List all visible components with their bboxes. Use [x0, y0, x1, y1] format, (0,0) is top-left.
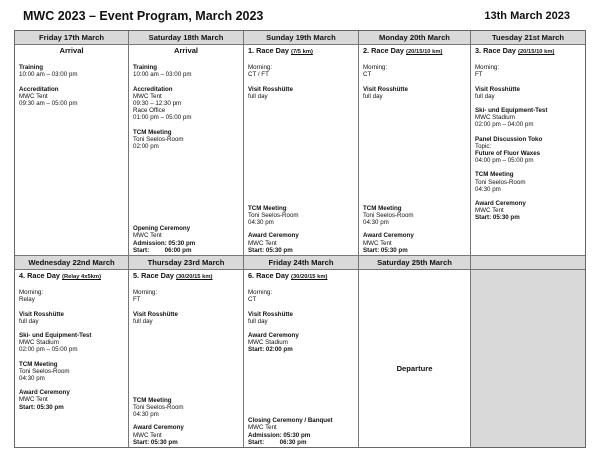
event-training: Training 10:00 am – 03:00 pm: [19, 64, 78, 79]
event-award-ceremony: Award Ceremony MWC Tent Start: 05:30 pm: [133, 424, 184, 446]
day-mon20: [359, 45, 471, 256]
day-sat18: [129, 45, 244, 256]
day-tue21: [471, 45, 585, 256]
event-award-ceremony: Award Ceremony MWC Tent Start: 05:30 pm: [363, 232, 414, 254]
event-morning: Morning: CT: [363, 64, 388, 79]
bottom-events: [133, 225, 239, 254]
header-empty: [471, 256, 585, 270]
empty-cell: [471, 270, 585, 447]
event-award-ceremony: Award Ceremony MWC Tent Start: 05:30 pm: [475, 200, 526, 222]
race-day-title: 6. Race Day (30/20/15 km): [248, 271, 328, 280]
header-fri17: Friday 17th March: [15, 31, 129, 45]
event-visit-rosshuette: Visit Rosshütte full day: [248, 85, 293, 100]
event-morning: Morning: CT: [248, 289, 273, 304]
event-tcm-meeting: TCM Meeting Toni Seelos-Room 04:30 pm: [133, 396, 184, 419]
event-morning: Morning: Relay: [19, 289, 44, 304]
day-thu23: [129, 270, 244, 447]
event-visit-rosshuette: Visit Rosshütte full day: [133, 310, 178, 325]
event-visit-rosshuette: Visit Rosshütte full day: [363, 85, 408, 100]
day-wed22: [15, 270, 129, 447]
event-tcm-meeting: TCM Meeting Toni Seelos-Room 04:30 pm: [363, 204, 414, 227]
arrival-label: Arrival: [173, 46, 199, 55]
header-mon20: Monday 20th March: [359, 31, 471, 45]
event-visit-rosshuette: Visit Rosshütte full day: [248, 310, 293, 325]
race-day-title: 1. Race Day (7/5 km): [248, 46, 313, 55]
arrival-label: Arrival: [59, 46, 84, 55]
event-morning: Morning: FT: [133, 289, 158, 304]
departure-label: Departure: [396, 364, 433, 373]
event-ski-equipment-test: Ski- und Equipment-Test MWC Stadium 02:00 pm – 04:00 pm: [475, 107, 548, 129]
header-sat25: Saturday 25th March: [359, 256, 471, 270]
day-sun19: [244, 45, 359, 256]
event-award-ceremony: Award Ceremony MWC Tent Start: 05:30 pm: [19, 389, 70, 411]
header-sun19: Sunday 19th March: [244, 31, 359, 45]
race-day-title: 5. Race Day (30/20/15 km): [133, 271, 213, 280]
day-sat25: [359, 270, 471, 447]
event-morning: Morning: CT / FT: [248, 64, 273, 79]
day-fri17: [15, 45, 129, 256]
event-visit-rosshuette: Visit Rosshütte full day: [19, 310, 64, 325]
event-panel-discussion: Panel Discussion Toko Topic: Future of Fluor Waxes 04:00 pm – 05:00 pm: [475, 135, 543, 165]
event-award-ceremony: Award Ceremony MWC Tent Start: 05:30 pm: [248, 232, 299, 254]
program-table: [14, 30, 586, 448]
event-tcm-meeting: TCM Meeting Toni Seelos-Room 04:30 pm: [475, 171, 526, 193]
event-ski-equipment-test: Ski- und Equipment-Test MWC Stadium 02:00 pm – 05:00 pm: [19, 332, 92, 354]
event-visit-rosshuette: Visit Rosshütte full day: [475, 85, 520, 100]
event-morning: Morning: FT: [475, 64, 500, 79]
bottom-events: [133, 397, 239, 446]
event-training: Training 10:00 am – 03:00 pm: [133, 64, 192, 79]
event-tcm-meeting: TCM Meeting Toni Seelos-Room 02:00 pm: [133, 128, 184, 151]
header-thu23: Thursday 23rd March: [129, 256, 244, 270]
event-accreditation: Accreditation MWC Tent 09:30 am – 05:00 pm: [19, 85, 78, 108]
race-day-title: 2. Race Day (20/15/10 km): [363, 46, 443, 55]
race-day-title: 3. Race Day (20/15/10 km): [475, 46, 555, 55]
race-day-title: 4. Race Day (Relay 4x5km): [19, 271, 102, 280]
event-opening-ceremony: Opening Ceremony MWC Tent Admission: 05:30 pm Start: 06:00 pm: [133, 225, 196, 254]
document-date: 13th March 2023: [484, 10, 570, 22]
bottom-events: [363, 205, 466, 254]
header-sat18: Saturday 18th March: [129, 31, 244, 45]
event-tcm-meeting: TCM Meeting Toni Seelos-Room 04:30 pm: [248, 204, 299, 227]
event-accreditation: Accreditation MWC Tent 09:30 – 12:30 pm Race Office 01:00 pm – 05:00 pm: [133, 85, 192, 122]
event-closing-ceremony: Closing Ceremony / Banquet MWC Tent Admission: 05:30 pm Start: 06:30 pm: [248, 417, 333, 446]
header-fri24: Friday 24th March: [244, 256, 359, 270]
bottom-events: [248, 205, 354, 254]
page-title: MWC 2023 – Event Program, March 2023: [23, 9, 264, 23]
event-award-ceremony: Award Ceremony MWC Stadium Start: 02:00 pm: [248, 332, 299, 354]
day-fri24: [244, 270, 359, 447]
event-tcm-meeting: TCM Meeting Toni Seelos-Room 04:30 pm: [19, 360, 70, 383]
header-wed22: Wednesday 22nd March: [15, 256, 129, 270]
bottom-events: [248, 417, 354, 446]
header-tue21: Tuesday 21st March: [471, 31, 585, 45]
